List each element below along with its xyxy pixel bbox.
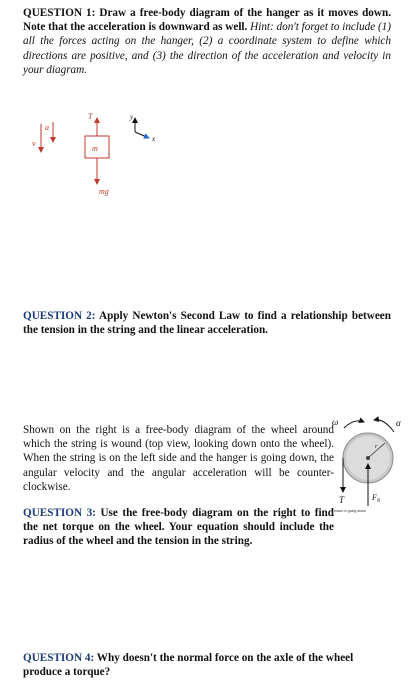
x-axis-arrow	[135, 132, 149, 138]
question-4-prompt: Why doesn't the normal force on the axle of the wheel produce a torque?	[23, 652, 354, 679]
alpha-arc	[374, 420, 394, 432]
question-3-prompt: Use the free-body diagram on the right to find the net torque on the wheel. Your equation should include the radius of the wheel and the tension in the string.	[23, 507, 335, 548]
y-axis-label: y	[130, 113, 134, 121]
hanger-free-body-diagram	[28, 108, 168, 198]
question-3-label: QUESTION 3:	[23, 507, 96, 519]
question-2	[23, 309, 391, 337]
question-3	[23, 506, 334, 549]
question-4	[23, 651, 391, 679]
x-axis-label: x	[152, 135, 156, 143]
question-4-label: QUESTION 4:	[23, 652, 95, 664]
wheel-free-body-diagram	[330, 412, 408, 530]
alpha-label: α	[396, 418, 401, 428]
wheel-caption: mass m going down	[334, 509, 366, 513]
question-2-prompt: Apply Newton's Second Law to find a relationship between the tension in the string and the linear acceleration.	[23, 310, 391, 337]
wheel-description: Shown on the right is a free-body diagram of the wheel around which the string is wound (top view, looking down onto the wheel). When the string is on the left side and the hanger is going down, the angular velocity and the angular acceleration will be counter-clockwise.	[23, 424, 334, 493]
question-1	[23, 6, 391, 77]
tension-label: T	[88, 112, 93, 121]
wheel-tension-label: T	[339, 495, 345, 505]
radius-label: r	[375, 444, 378, 450]
omega-arc	[344, 421, 364, 428]
question-1-hint: Hint: don't forget to include (1) all the forces acting on the hanger, (2) a coordinate system to define which directions are positive, and (3) the direction of the acceleration and velocity in your diagram.	[23, 21, 392, 76]
mass-label: m	[92, 144, 98, 153]
normal-force-label: $F_N$	[372, 493, 381, 504]
acceleration-label: a	[45, 123, 49, 132]
velocity-label: v	[32, 139, 36, 148]
question-1-label: QUESTION 1:	[23, 7, 96, 19]
weight-label: mg	[99, 187, 109, 196]
question-2-label: QUESTION 2:	[23, 310, 96, 322]
omega-label: ω	[332, 417, 339, 427]
question-1-prompt: Draw a free-body diagram of the hanger as it moves down. Note that the acceleration is downward as well.	[23, 7, 391, 34]
